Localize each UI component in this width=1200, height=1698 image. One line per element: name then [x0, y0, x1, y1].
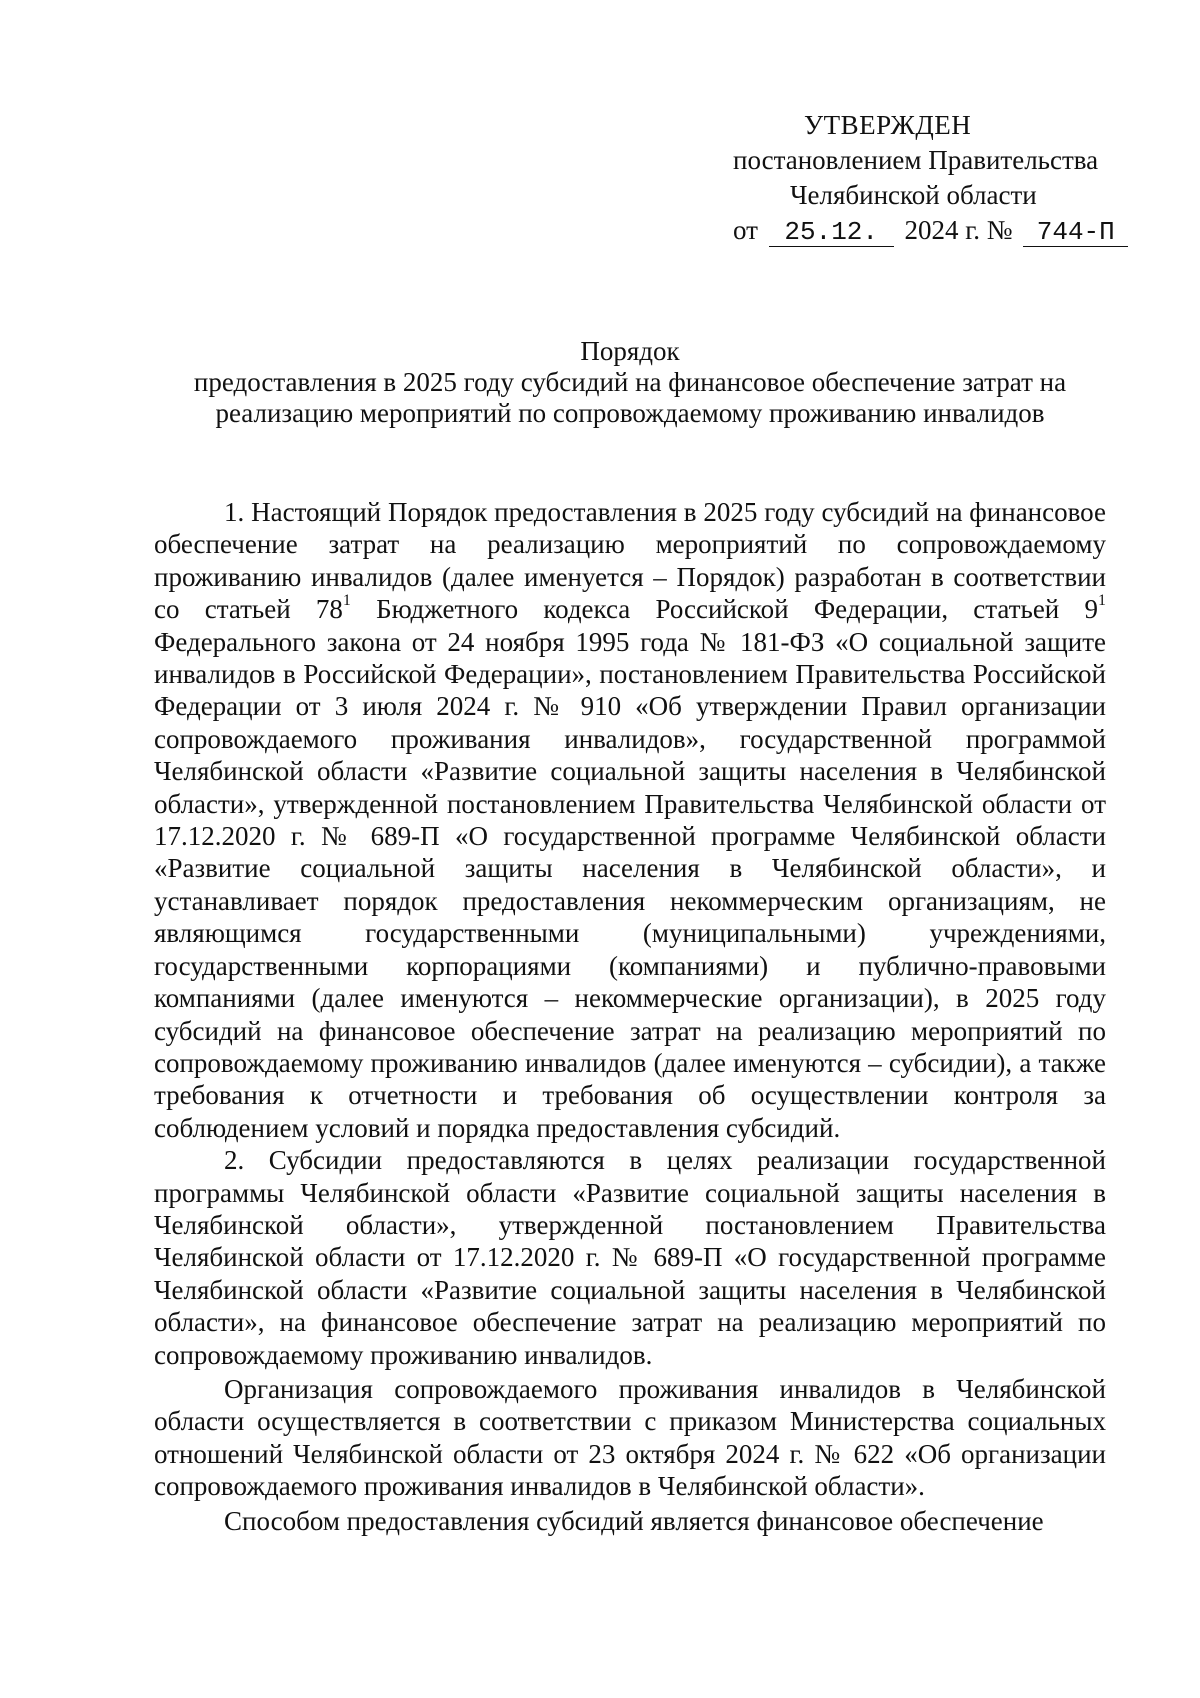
title-sub-line-1: предоставления в 2025 году субсидий на финансовое обеспечение затрат на: [193, 367, 1067, 397]
document-number: 744-П: [1023, 218, 1128, 247]
paragraph-1-part-b: Бюджетного кодекса Российской Федерации, статьей 9: [350, 594, 1098, 625]
paragraph-3: Организация сопровождаемого проживания инвалидов в Челябинской области осуществляется в соответствии с приказом Министерства социальных отношений Челябинской области от 23 октября 2024 г. № 622 «Об организации сопровождаемого проживания инвалидов в Челябинской области».: [154, 1373, 1106, 1502]
approval-heading: УТВЕРЖДЕН: [804, 110, 972, 140]
paragraph-2: 2. Субсидии предоставляются в целях реализации государственной программы Челябинской области «Развитие социальной защиты населения в Челябинской области», утвержденной постановлением Правительства Челябинской области от 17.12.2020 г. № 689-П «О государственной программе Челябинской области «Развитие социальной защиты населения в Челябинской области», на финансовое обеспечение затрат на реализацию мероприятий по сопровождаемому проживанию инвалидов.: [154, 1145, 1106, 1370]
paragraph-1: [154, 496, 1106, 1144]
document-title: [150, 336, 1110, 429]
approval-stamp: [700, 108, 1115, 248]
date-value: 25.12.: [769, 218, 894, 247]
approval-line-region: Челябинской области: [790, 180, 1037, 210]
date-prefix: от: [733, 215, 758, 245]
superscript-1: 1: [342, 592, 351, 610]
paragraph-1-part-a: 1. Настоящий Порядок предоставления в 2025 году субсидий на финансовое обеспечение затрат на реализацию мероприятий по сопровождаемому проживанию инвалидов (далее именуется – Порядок) разработан в соответствии со статьей 78: [154, 497, 1106, 625]
year-text: 2024 г. №: [904, 215, 1013, 245]
title-main: Порядок: [580, 336, 680, 366]
title-sub-line-2: реализацию мероприятий по сопровождаемому проживанию инвалидов: [215, 398, 1045, 428]
approval-line-resolution: постановлением Правительства: [733, 145, 1099, 175]
approval-line-date: [733, 213, 1115, 248]
paragraph-1-part-c: Федерального закона от 24 ноября 1995 года № 181-ФЗ «О социальной защите инвалидов в Российской Федерации», постановлением Правительства Российской Федерации от 3 июля 2024 г. № 910 «Об утверждении Правил организации сопровождаемого проживания инвалидов», государственной программой Челябинской области «Развитие социальной защиты населения в Челябинской области», утвержденной постановлением Правительства Челябинской области от 17.12.2020 г. № 689-П «О государственной программе Челябинской области «Развитие социальной защиты населения в Челябинской области», и устанавливает порядок предоставления некоммерческим организациям, не являющимся государственными (муниципальными) учреждениями, государственными корпорациями (компаниями) и публично-правовыми компаниями (далее именуются – некоммерческие организации), в 2025 году субсидий на финансовое обеспечение затрат на реализацию мероприятий по сопровождаемому проживанию инвалидов (далее именуются – субсидии), а также требования к отчетности и требования об осуществлении контроля за соблюдением условий и порядка предоставления субсидий.: [154, 626, 1106, 1143]
paragraph-4: Способом предоставления субсидий является финансовое обеспечение: [224, 1505, 1044, 1536]
superscript-2: 1: [1098, 592, 1106, 610]
document-body: [154, 496, 1106, 1537]
